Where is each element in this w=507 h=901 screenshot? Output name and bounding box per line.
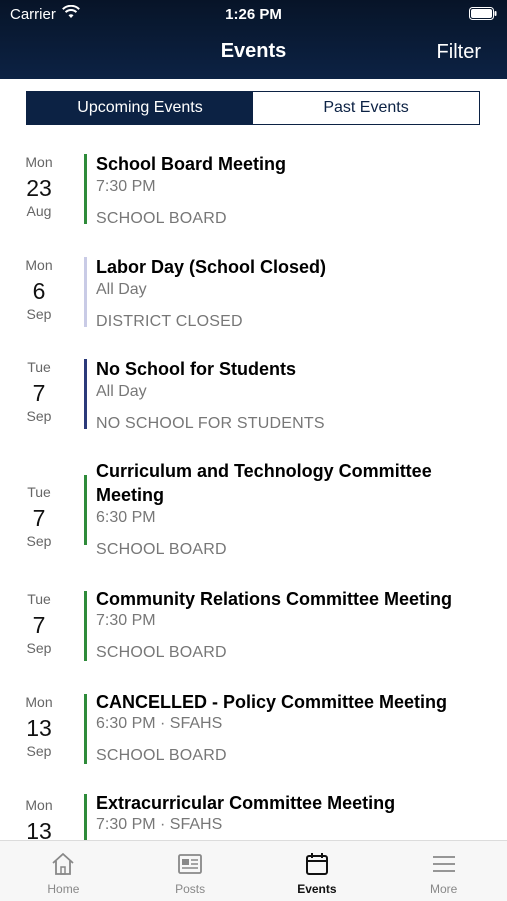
event-day: 7	[32, 505, 46, 531]
events-segmented-control	[26, 91, 480, 125]
home-icon	[50, 851, 76, 877]
event-title: School Board Meeting	[96, 154, 287, 174]
event-weekday: Tue	[27, 484, 51, 500]
category-color-bar	[84, 359, 87, 429]
battery-icon	[469, 7, 497, 20]
tab-label: Posts	[175, 882, 206, 896]
event-time: All Day	[96, 383, 147, 400]
event-time: 7:30 PM · SFAHS	[96, 816, 223, 833]
event-row[interactable]	[0, 680, 507, 775]
app-header	[0, 0, 507, 79]
event-row[interactable]	[0, 243, 507, 338]
event-row[interactable]	[0, 783, 507, 840]
event-title: Labor Day (School Closed)	[96, 257, 327, 277]
event-month: Aug	[26, 203, 52, 219]
event-month: Sep	[26, 640, 52, 656]
clock: 1:26 PM	[225, 6, 282, 23]
event-category: NO SCHOOL FOR STUDENTS	[96, 415, 325, 432]
tab-bar	[0, 840, 507, 901]
category-color-bar	[84, 694, 87, 764]
event-day: 7	[32, 380, 46, 406]
event-month: Sep	[26, 743, 52, 759]
event-day: 13	[26, 818, 52, 840]
event-weekday: Tue	[27, 591, 51, 607]
event-month: Sep	[26, 306, 52, 322]
event-category: SCHOOL BOARD	[96, 644, 227, 661]
event-category: SCHOOL BOARD	[96, 747, 227, 764]
event-month: Sep	[26, 408, 52, 424]
filter-button[interactable]: Filter	[436, 41, 481, 63]
tab-label: More	[429, 882, 458, 896]
calendar-icon	[304, 851, 330, 877]
event-weekday: Mon	[25, 154, 53, 170]
event-title: No School for Students	[96, 359, 296, 379]
event-day: 7	[32, 612, 46, 638]
event-time: 7:30 PM	[96, 178, 156, 195]
tab-label: Home	[47, 882, 80, 896]
tab-past-events[interactable]: Past Events	[253, 92, 479, 124]
page-title: Events	[220, 40, 287, 62]
tab-events[interactable]	[254, 841, 381, 901]
event-weekday: Mon	[25, 257, 53, 273]
event-title: Community Relations Committee Meeting	[96, 589, 453, 609]
tab-posts[interactable]	[127, 841, 254, 901]
event-month: Sep	[26, 533, 52, 549]
event-title: Extracurricular Committee Meeting	[96, 793, 396, 813]
event-category: SCHOOL BOARD	[96, 210, 227, 227]
tab-label: Events	[297, 882, 337, 896]
event-row[interactable]	[0, 448, 507, 570]
category-color-bar	[84, 475, 87, 545]
event-category: DISTRICT CLOSED	[96, 313, 243, 330]
newspaper-icon	[177, 851, 203, 877]
category-color-bar	[84, 794, 87, 840]
event-row[interactable]	[0, 577, 507, 672]
event-weekday: Tue	[27, 359, 51, 375]
event-day: 6	[32, 278, 46, 304]
status-bar	[0, 0, 507, 28]
event-time: 6:30 PM · SFAHS	[96, 715, 223, 732]
event-weekday: Mon	[25, 797, 53, 813]
event-time: All Day	[96, 281, 147, 298]
tab-upcoming-events[interactable]: Upcoming Events	[27, 92, 253, 124]
event-time: 6:30 PM	[96, 509, 156, 526]
category-color-bar	[84, 257, 87, 327]
event-list[interactable]	[0, 140, 507, 840]
event-row[interactable]	[0, 345, 507, 440]
event-day: 23	[26, 175, 52, 201]
event-day: 13	[26, 715, 52, 741]
carrier-label: Carrier	[10, 6, 56, 23]
event-weekday: Mon	[25, 694, 53, 710]
tab-more[interactable]	[380, 841, 507, 901]
event-time: 7:30 PM	[96, 612, 156, 629]
event-title: Curriculum and Technology Committee Meeting	[96, 461, 432, 505]
tab-home[interactable]	[0, 841, 127, 901]
event-row[interactable]	[0, 140, 507, 235]
event-title: CANCELLED - Policy Committee Meeting	[96, 692, 448, 712]
menu-icon	[431, 851, 457, 877]
event-category: SCHOOL BOARD	[96, 541, 227, 558]
category-color-bar	[84, 591, 87, 661]
category-color-bar	[84, 154, 87, 224]
